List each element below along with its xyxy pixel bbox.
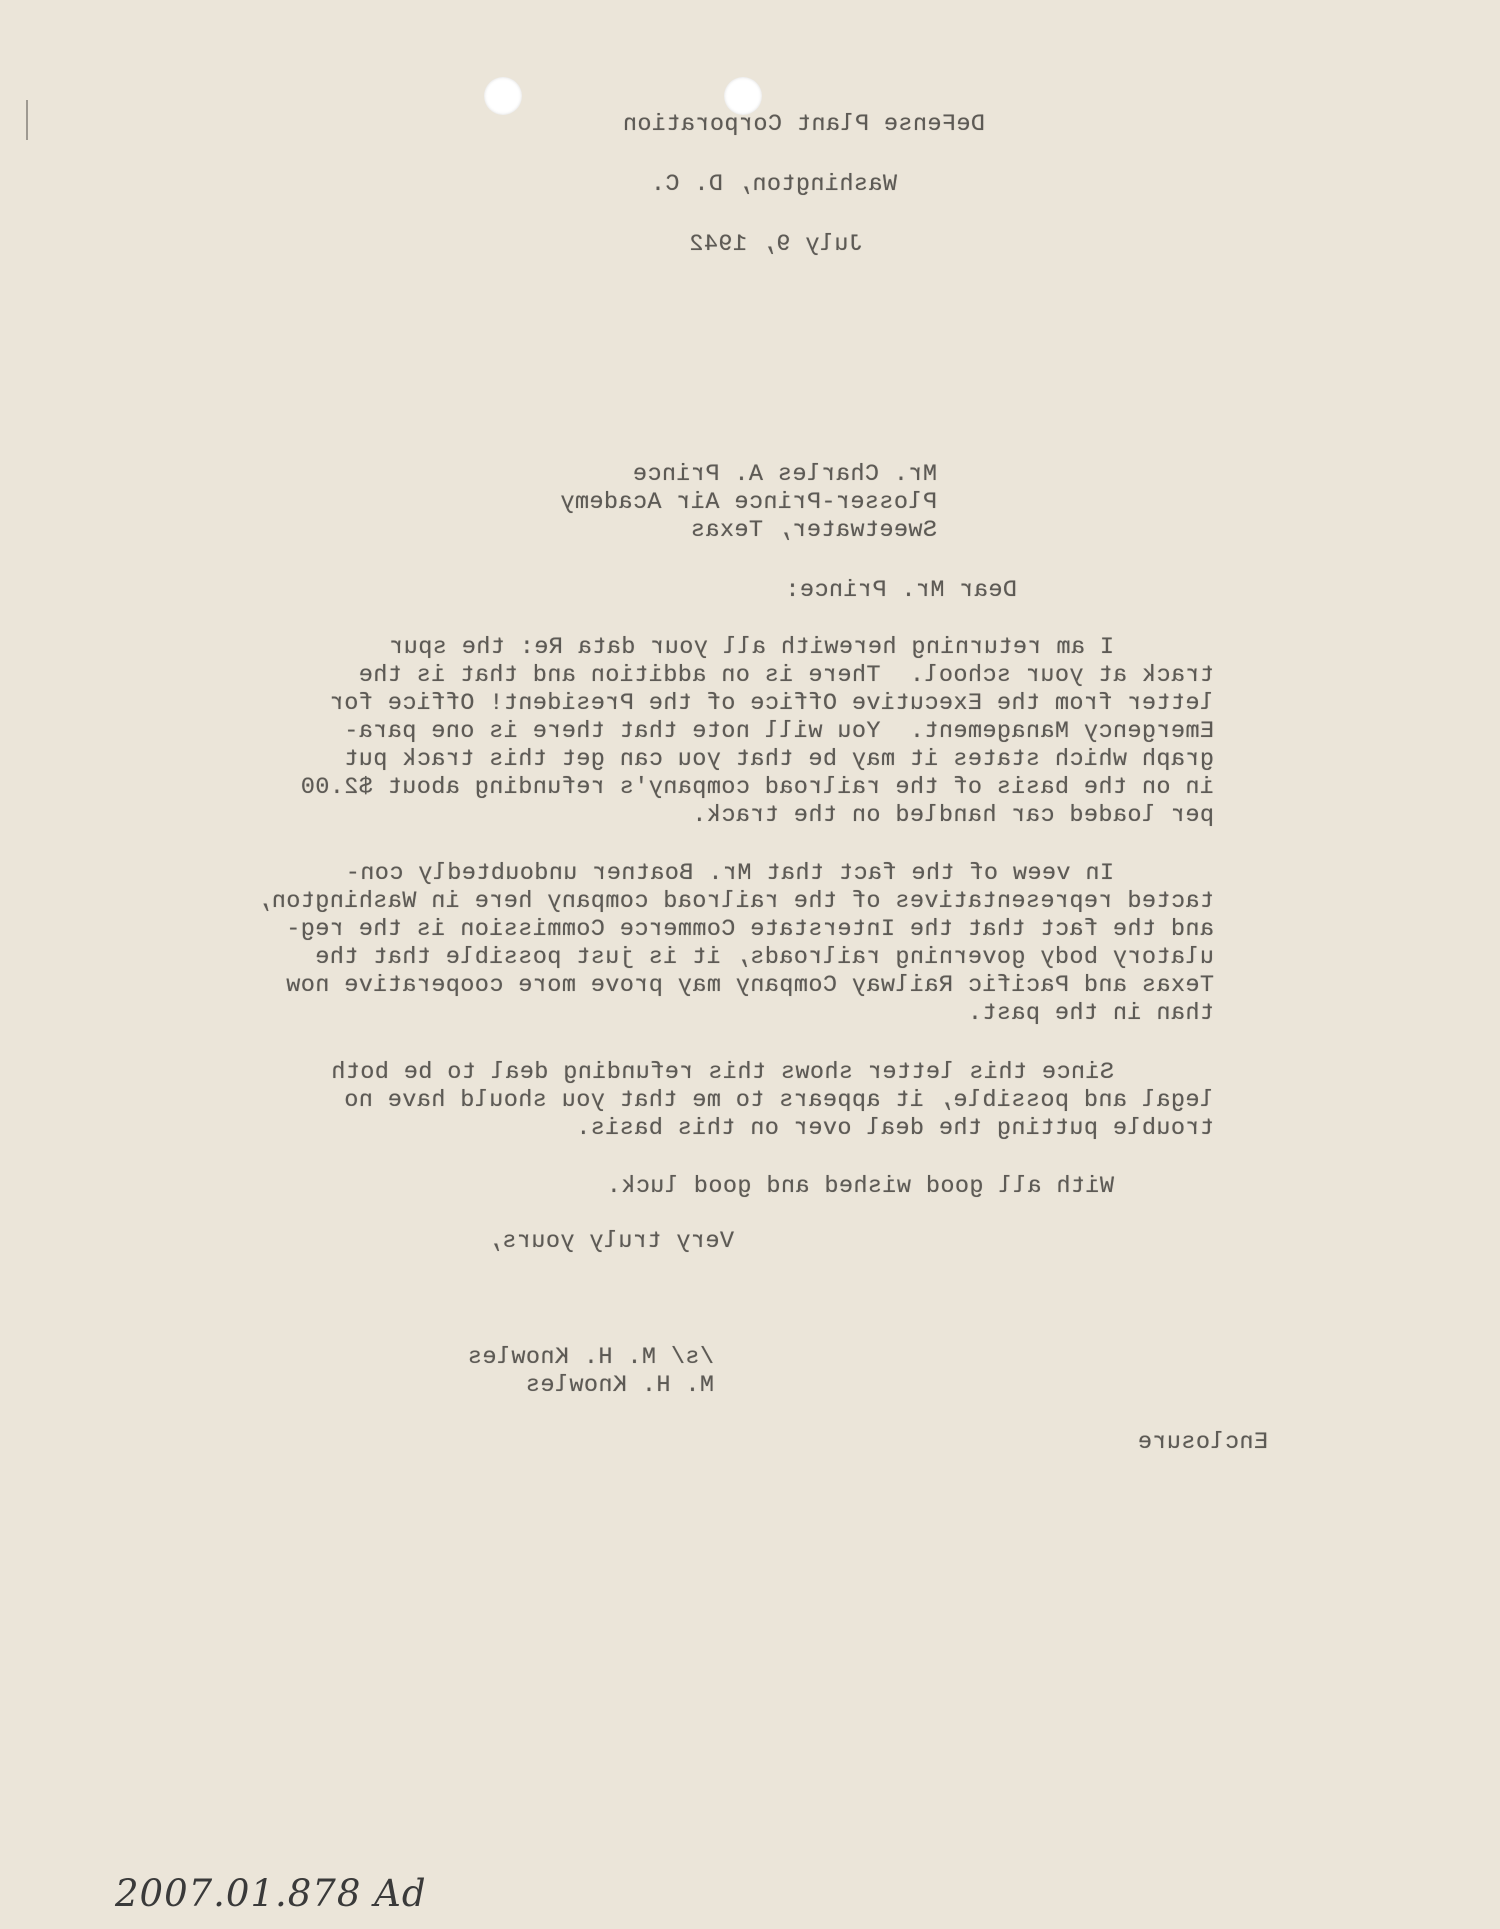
recipient-location: Sweetwater, Texas bbox=[690, 517, 937, 544]
archive-number: 2007.01.878 Ad bbox=[115, 1872, 427, 1915]
body-line: tacted representatives of the railroad company here in Washington, bbox=[256, 888, 1214, 915]
signature-signed: /s/ M. H. Knowles bbox=[467, 1344, 714, 1371]
signature-typed: M. H. Knowles bbox=[525, 1372, 714, 1399]
body-line: In veew of the fact that Mr. Boatner undoubtedly con- bbox=[345, 860, 1114, 887]
body-line: I am returning herewith all your data Re: the spur bbox=[388, 634, 1114, 661]
letterhead-city: Washington, D. C. bbox=[650, 171, 897, 198]
body-line: in on the basis of the railroad company's refunding about $2.00 bbox=[300, 774, 1214, 801]
body-line: letter from the Executive Office of the President! Office for bbox=[329, 690, 1214, 717]
letter-date: July 9, 1942 bbox=[688, 231, 863, 258]
body-line: than in the past. bbox=[967, 1000, 1214, 1027]
body-line: Texas and Pacific Railway Company may prove more cooperative now bbox=[285, 972, 1214, 999]
body-line: graph which states it may be that you can get this track put bbox=[343, 746, 1214, 773]
body-line: ulatory body governing railroads, it is just possible that the bbox=[314, 944, 1214, 971]
body-line: track at your school. There is on addition and that is the bbox=[358, 662, 1214, 689]
body-line: legal and possible, it appears to me that you should have no bbox=[343, 1087, 1214, 1114]
body-line: trouble putting the deal over on this basis. bbox=[575, 1115, 1214, 1142]
body-line: Since this letter shows this refunding deal to be both bbox=[330, 1059, 1114, 1086]
letterhead-organization: DeFense Plant Corporation bbox=[622, 111, 985, 138]
closing: Very truly yours, bbox=[487, 1228, 734, 1255]
salutation: Dear Mr. Prince: bbox=[784, 577, 1017, 604]
recipient-school: Plosser-Prince Air Academy bbox=[559, 489, 937, 516]
enclosure-note: Enclosure bbox=[1137, 1429, 1268, 1456]
body-line: Emergency Management. You will note that there is one para- bbox=[343, 718, 1214, 745]
body-line: per loaded car handled on the track. bbox=[691, 802, 1214, 829]
body-line: and the fact that the Interstate Commerce Commission is the reg- bbox=[285, 916, 1214, 943]
body-line: With all good wished and good luck. bbox=[606, 1173, 1114, 1200]
recipient-name: Mr. Charles A. Prince bbox=[632, 461, 937, 488]
